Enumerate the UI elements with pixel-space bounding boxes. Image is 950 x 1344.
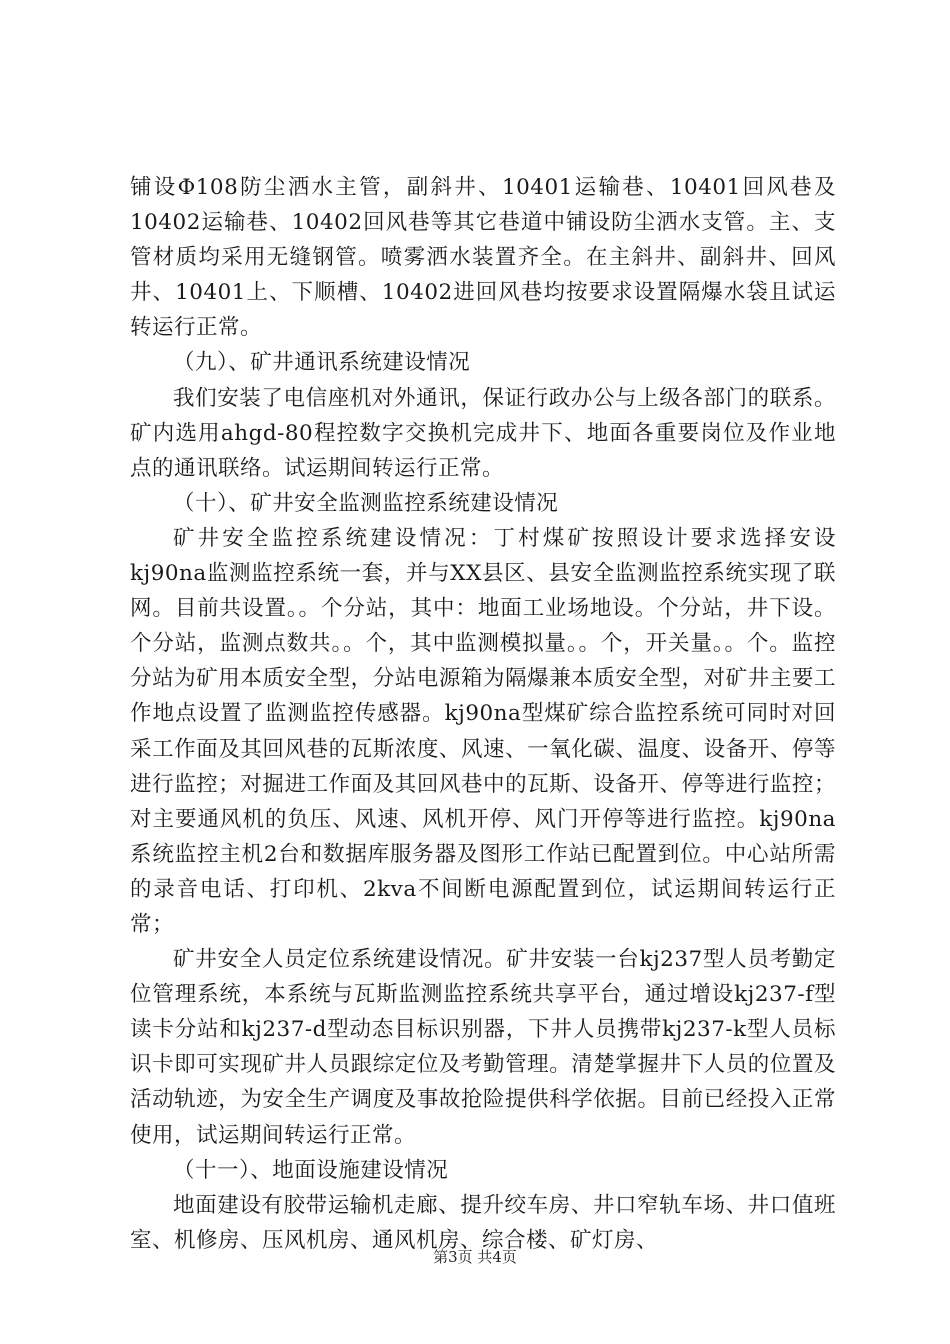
- section-heading-surface-facilities: （十一）、地面设施建设情况: [173, 1157, 449, 1183]
- document-body: [130, 170, 836, 1258]
- page-footer: 第3页 共4页: [433, 1248, 517, 1266]
- section-heading-communication: （九）、矿井通讯系统建设情况: [173, 350, 471, 376]
- paragraph-personnel-positioning: 矿井安全人员定位系统建设情况。矿井安装一台kj237型人员考勤定位管理系统，本系统与瓦斯监测监控系统共享平台，通过增设kj237-f型读卡分站和kj237-d型动态目标识别器，下井人员携带kj237-k型人员标识卡即可实现矿井人员跟综定位及考勤管理。清楚掌握井下人员的位置及活动轨迹，为安全生产调度及事故抢险提供科学依据。目前已经投入正常使用，试运期间转运行正常。: [130, 947, 836, 1148]
- section-heading-monitoring: （十）、矿井安全监测监控系统建设情况: [173, 490, 559, 516]
- paragraph-communication: 我们安装了电信座机对外通讯，保证行政办公与上级各部门的联系。矿内选用ahgd-80程控数字交换机完成井下、地面各重要岗位及作业地点的通讯联络。试运期间转运行正常。: [130, 385, 836, 481]
- paragraph-surface-facilities: 地面建设有胶带运输机走廊、提升绞车房、井口窄轨车场、井口值班室、机修房、压风机房、通风机房、综合楼、矿灯房、: [130, 1192, 836, 1253]
- paragraph-monitoring: 矿井安全监控系统建设情况：丁村煤矿按照设计要求选择安设kj90na监测监控系统一套，并与XX县区、县安全监测监控系统实现了联网。目前共设置。。个分站，其中：地面工业场地设。个分站，井下设。个分站，监测点数共。。个，其中监测模拟量。。个，开关量。。个。监控分站为矿用本质安全型，分站电源箱为隔爆兼本质安全型，对矿井主要工作地点设置了监测监控传感器。kj90na型煤矿综合监控系统可同时对回采工作面及其回风巷的瓦斯浓度、风速、一氧化碳、温度、设备开、停等进行监控；对掘进工作面及其回风巷中的瓦斯、设备开、停等进行监控；对主要通风机的负压、风速、风机开停、风门开停等进行监控。kj90na系统监控主机2台和数据库服务器及图形工作站已配置到位。中心站所需的录音电话、打印机、2kva不间断电源配置到位，试运期间转运行正常；: [130, 525, 836, 937]
- paragraph-water-supply: 铺设Φ108防尘洒水主管，副斜井、10401运输巷、10401回风巷及10402运输巷、10402回风巷等其它巷道中铺设防尘洒水支管。主、支管材质均采用无缝钢管。喷雾洒水装置齐全。在主斜井、副斜井、回风井、10401上、下顺槽、10402进回风巷均按要求设置隔爆水袋且试运转运行正常。: [130, 175, 836, 341]
